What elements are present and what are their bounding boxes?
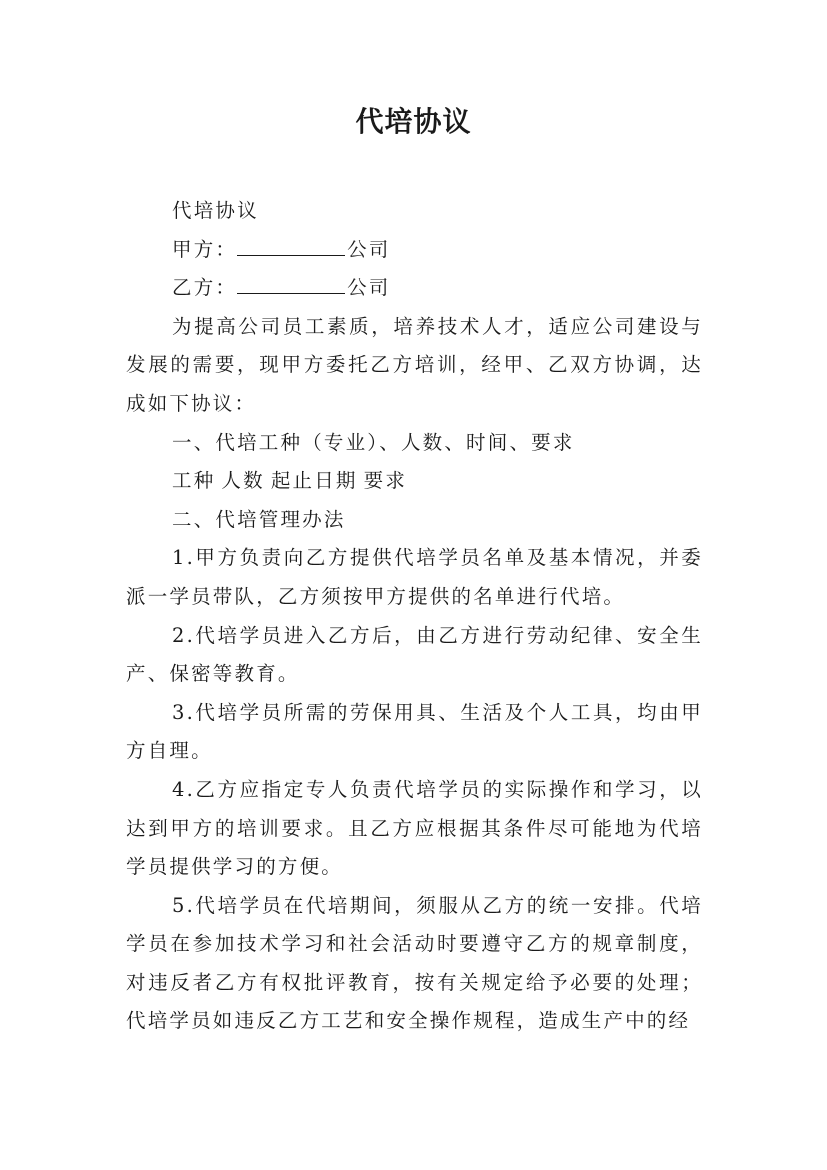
party-b-blank: [237, 273, 345, 294]
col-work-type: 工种: [172, 469, 216, 493]
section2-heading: 二、代培管理办法: [172, 507, 346, 531]
party-a-blank: [237, 235, 345, 256]
party-b-line: [126, 269, 703, 308]
intro-paragraph: 为提高公司员工素质，培养技术人才，适应公司建设与发展的需要，现甲方委托乙方培训，经甲、乙双方协调，达成如下协议：: [126, 314, 703, 415]
col-requirements: 要求: [363, 469, 408, 493]
party-b-suffix: 公司: [347, 276, 391, 300]
clause-5: 5.代培学员在代培期间，须服从乙方的统一安排。代培学员在参加技术学习和社会活动时要遵守乙方的规章制度，对违反者乙方有权批评教育，按有关规定给予必要的处理；代培学员如违反乙方工艺和安全操作规程，造成生产中的经: [126, 893, 703, 1033]
heading-repeat: 代培协议: [172, 199, 259, 222]
col-headcount: 人数: [221, 469, 265, 493]
clause-4: 4.乙方应指定专人负责代培学员的实际操作和学习，以达到甲方的培训要求。且乙方应根据其条件尽可能地为代培学员提供学习的方便。: [126, 777, 703, 879]
party-a-label: 甲方：: [172, 237, 238, 261]
document-body: [126, 192, 703, 1041]
party-a-line: [126, 231, 703, 270]
party-a-suffix: 公司: [347, 237, 391, 261]
document-title: 代培协议: [355, 105, 472, 138]
clause-1: 1.甲方负责向乙方提供代培学员名单及基本情况，并委派一学员带队，乙方须按甲方提供的名单进行代培。: [126, 546, 703, 608]
party-b-label: 乙方：: [172, 276, 238, 300]
col-dates: 起止日期: [270, 469, 358, 493]
clause-3: 3.代培学员所需的劳保用具、生活及个人工具，均由甲方自理。: [126, 700, 703, 763]
table-columns-line: [126, 462, 703, 501]
clause-2: 2.代培学员进入乙方后，由乙方进行劳动纪律、安全生产、保密等教育。: [126, 623, 703, 686]
section1-heading: 一、代培工种（专业）、人数、时间、要求: [172, 430, 575, 454]
